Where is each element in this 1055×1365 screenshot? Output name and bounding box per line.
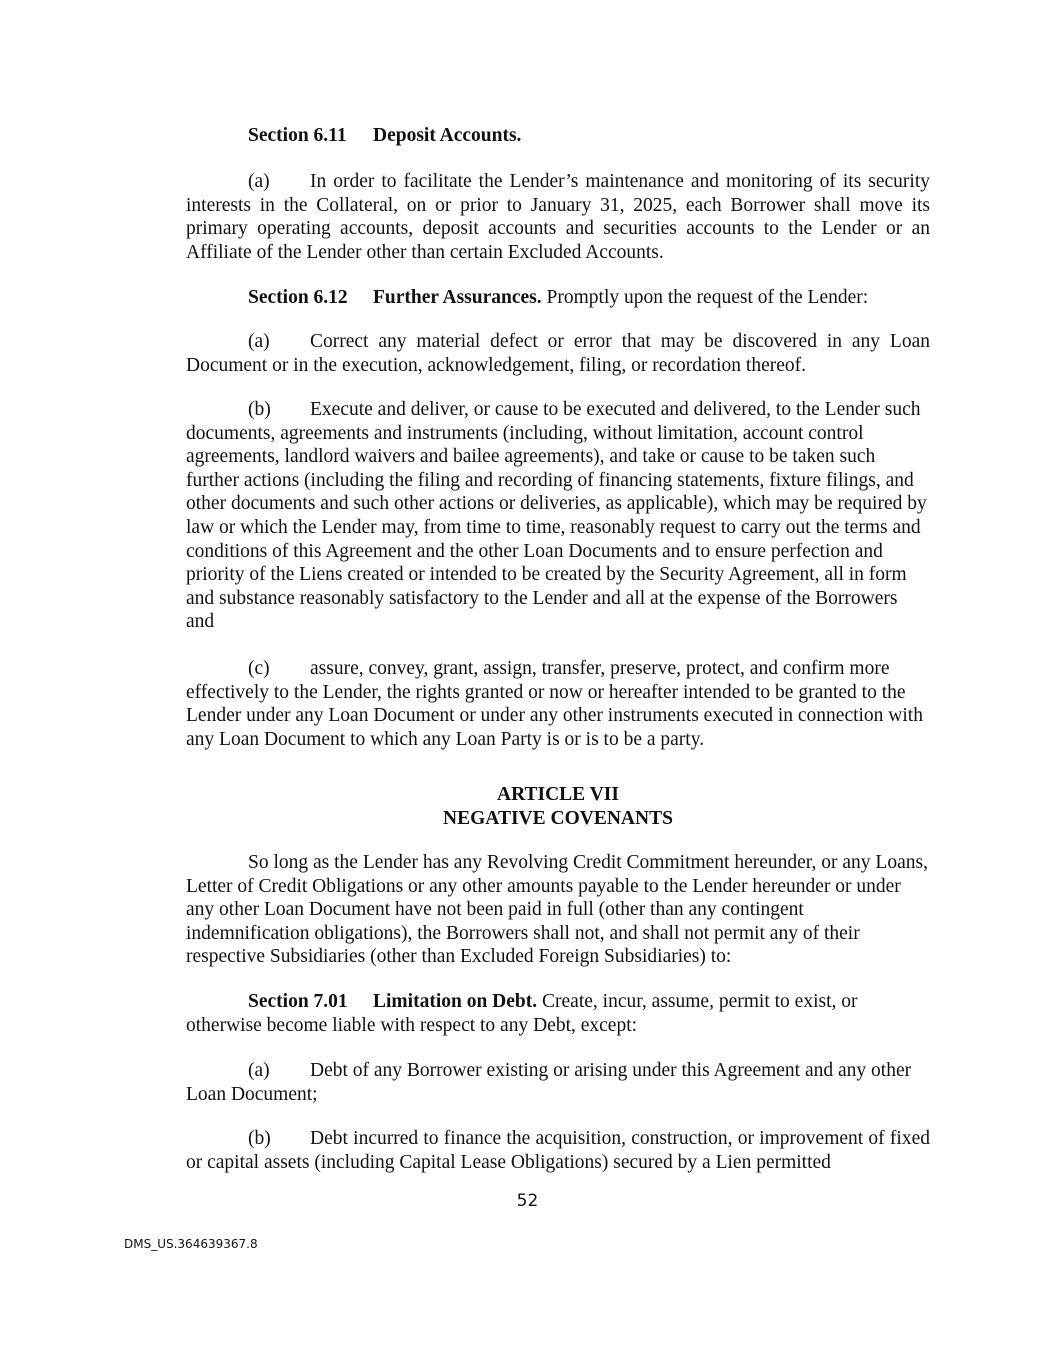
page-number: 52: [516, 1191, 539, 1211]
section-6-12-clause-a: [186, 330, 930, 377]
section-7-01-heading: [186, 990, 930, 1037]
section-intro: Promptly upon the request of the Lender:: [541, 287, 869, 308]
article-heading: [186, 783, 930, 830]
section-6-11-clause-a: [186, 170, 930, 264]
clause-label: (a): [248, 171, 270, 192]
clause-text: Correct any material defect or error that may be discovered in any Loan Document or in the execution, acknowledgement, filing, or recordation thereof.: [186, 331, 930, 376]
document-id: DMS_US.364639367.8: [124, 1237, 258, 1251]
section-6-11-heading: [186, 124, 930, 148]
article-intro-text: So long as the Lender has any Revolving Credit Commitment hereunder, or any Loans, Letter of Credit Obligations or any other amounts payable to the Lender hereunder or under any other Loan Document have not been paid in full (other than any contingent indemnification obligations), the Borrowers shall not, and shall not permit any of their respective Subsidiaries (other than Excluded Foreign Subsidiaries) to:: [186, 852, 928, 968]
clause-label: (a): [248, 1060, 270, 1081]
clause-text: Debt incurred to finance the acquisition, construction, or improvement of fixed or capital assets (including Capital Lease Obligations) secured by a Lien permitted: [186, 1128, 930, 1173]
clause-label: (a): [248, 331, 270, 352]
article-number: ARTICLE VII: [497, 784, 619, 805]
section-number: Section 7.01: [248, 991, 348, 1012]
clause-label: (b): [248, 1128, 271, 1149]
section-6-12-clause-b: [186, 398, 930, 634]
clause-label: (c): [248, 658, 270, 679]
clause-label: (b): [248, 399, 271, 420]
section-title: Further Assurances.: [373, 287, 542, 308]
section-title: Limitation on Debt.: [373, 991, 538, 1012]
section-intro: Create, incur, assume, permit to exist, or otherwise become liable with respect to any Debt, except:: [186, 991, 858, 1036]
section-6-12-heading: [186, 286, 930, 310]
section-6-12-clause-c: [186, 657, 930, 751]
article-intro: [186, 851, 930, 969]
section-number: Section 6.12: [248, 287, 348, 308]
section-7-01-clause-b: [186, 1127, 930, 1174]
section-7-01-clause-a: [186, 1059, 930, 1106]
section-title: Deposit Accounts.: [373, 125, 522, 146]
section-number: Section 6.11: [248, 125, 347, 146]
article-title: NEGATIVE COVENANTS: [443, 807, 673, 829]
clause-text: Debt of any Borrower existing or arising under this Agreement and any other Loan Document;: [186, 1060, 912, 1105]
clause-text: assure, convey, grant, assign, transfer, preserve, protect, and confirm more effectively to the Lender, the rights granted or now or hereafter intended to be granted to the Lender under any Loan Document or under any other instruments executed in connection with any Loan Document to which any Loan Party is or is to be a party.: [186, 658, 923, 750]
clause-text: Execute and deliver, or cause to be executed and delivered, to the Lender such documents, agreements and instruments (including, without limitation, account control agreements, landlord waivers and bailee agreements), and take or cause to be taken such further actions (including the filing and recording of financing statements, fixture filings, and other documents and such other actions or deliveries, as applicable), which may be required by law or which the Lender may, from time to time, reasonably request to carry out the terms and conditions of this Agreement and the other Loan Documents and to ensure perfection and priority of the Liens created or intended to be created by the Security Agreement, all in form and substance reasonably satisfactory to the Lender and all at the expense of the Borrowers and: [186, 399, 927, 633]
clause-text: In order to facilitate the Lender’s maintenance and monitoring of its security interests in the Collateral, on or prior to January 31, 2025, each Borrower shall move its primary operating accounts, deposit accounts and securities accounts to the Lender or an Affiliate of the Lender other than certain Excluded Accounts.: [186, 171, 930, 263]
